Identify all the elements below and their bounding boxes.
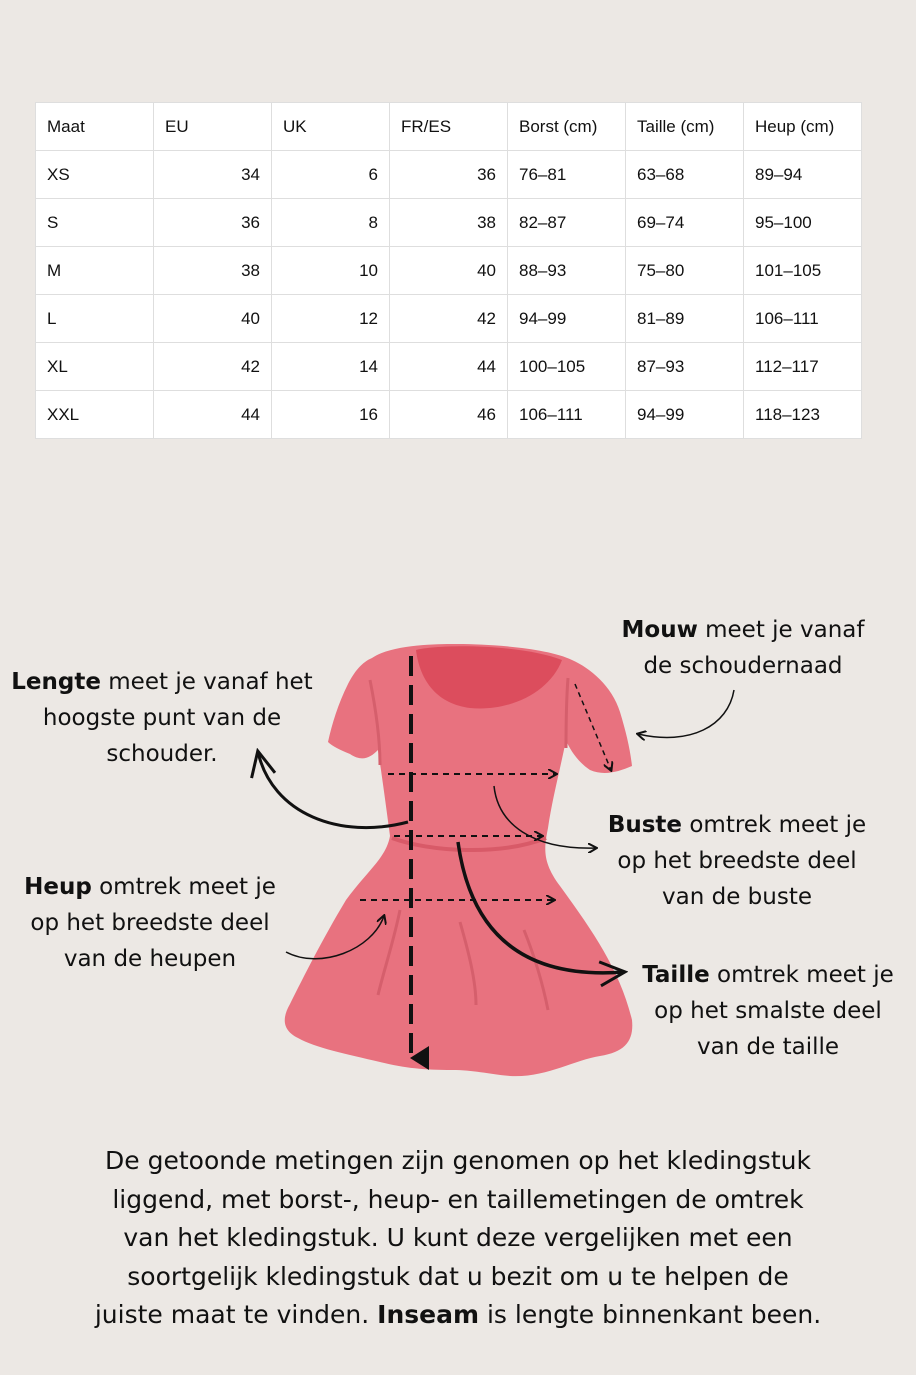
buste-label-bold: Buste — [607, 812, 683, 838]
lengte-label-line2: hoogste punt van de — [42, 705, 282, 731]
table-cell: 16 — [272, 391, 390, 439]
buste-label — [594, 807, 880, 915]
table-cell: XXL — [36, 391, 154, 439]
table-cell: 12 — [272, 295, 390, 343]
heup-label — [8, 869, 292, 977]
table-cell: 69–74 — [626, 199, 744, 247]
table-cell: S — [36, 199, 154, 247]
size-chart-body — [36, 103, 862, 439]
table-cell: 87–93 — [626, 343, 744, 391]
footnote-line-4: soortgelijk kledingstuk dat u bezit om u te helpen de — [127, 1261, 789, 1291]
table-row — [36, 199, 862, 247]
table-cell: 101–105 — [744, 247, 862, 295]
table-cell: 82–87 — [508, 199, 626, 247]
mouw-label — [602, 612, 884, 684]
table-cell: 42 — [154, 343, 272, 391]
table-cell: 88–93 — [508, 247, 626, 295]
table-cell: 40 — [390, 247, 508, 295]
mouw-label-line2: de schoudernaad — [643, 653, 843, 679]
measurement-footnote — [40, 1142, 876, 1335]
footnote-line-1: De getoonde metingen zijn genomen op het kledingstuk — [105, 1146, 811, 1175]
buste-label-line1: omtrek meet je — [682, 812, 867, 838]
table-cell: 34 — [154, 151, 272, 199]
taille-label — [632, 957, 904, 1065]
taille-label-bold: Taille — [642, 962, 710, 988]
table-cell: M — [36, 247, 154, 295]
table-cell: 38 — [154, 247, 272, 295]
table-cell: 81–89 — [626, 295, 744, 343]
lengte-label-bold: Lengte — [11, 669, 101, 695]
taille-label-line3: van de taille — [696, 1034, 840, 1060]
table-header-row — [36, 103, 862, 151]
buste-label-line3: van de buste — [662, 884, 812, 910]
table-header-cell: Borst (cm) — [508, 103, 626, 151]
table-cell: 112–117 — [744, 343, 862, 391]
footnote-line-3: van het kledingstuk. U kunt deze vergelijken met een — [123, 1223, 793, 1252]
mouw-label-line1: meet je vanaf — [697, 617, 865, 643]
table-cell: 42 — [390, 295, 508, 343]
table-cell: 14 — [272, 343, 390, 391]
table-row — [36, 247, 862, 295]
heup-label-line1: omtrek meet je — [91, 874, 276, 900]
table-row — [36, 343, 862, 391]
table-cell: 89–94 — [744, 151, 862, 199]
heup-label-line3: van de heupen — [63, 946, 237, 972]
lengte-label-line1: meet je vanaf het — [100, 669, 313, 695]
table-header-cell: Maat — [36, 103, 154, 151]
footnote-line-5-post: is lengte binnenkant been. — [479, 1300, 822, 1329]
taille-label-line2: op het smalste deel — [654, 998, 882, 1024]
table-cell: XS — [36, 151, 154, 199]
table-cell: 6 — [272, 151, 390, 199]
table-row — [36, 295, 862, 343]
mouw-callout-arrow — [638, 690, 734, 737]
buste-label-line2: op het breedste deel — [617, 848, 857, 874]
mouw-label-bold: Mouw — [621, 617, 698, 643]
table-cell: L — [36, 295, 154, 343]
table-cell: 106–111 — [508, 391, 626, 439]
table-header-cell: FR/ES — [390, 103, 508, 151]
table-cell: 8 — [272, 199, 390, 247]
table-header-cell: Taille (cm) — [626, 103, 744, 151]
dress-body — [285, 644, 633, 1076]
table-cell: 36 — [154, 199, 272, 247]
table-header-cell: EU — [154, 103, 272, 151]
footnote-line-5-pre: juiste maat te vinden. — [94, 1300, 378, 1329]
table-cell: 75–80 — [626, 247, 744, 295]
table-cell: 100–105 — [508, 343, 626, 391]
table-row — [36, 151, 862, 199]
table-header-cell: UK — [272, 103, 390, 151]
table-cell: XL — [36, 343, 154, 391]
table-cell: 63–68 — [626, 151, 744, 199]
measurement-diagram — [0, 600, 916, 1100]
inseam-term: Inseam — [377, 1300, 480, 1329]
table-cell: 106–111 — [744, 295, 862, 343]
table-header-cell: Heup (cm) — [744, 103, 862, 151]
lengte-label-line3: schouder. — [106, 741, 218, 767]
footnote-line-2: liggend, met borst-, heup- en taillemetingen de omtrek — [112, 1184, 804, 1214]
heup-label-line2: op het breedste deel — [30, 910, 270, 936]
table-cell: 118–123 — [744, 391, 862, 439]
table-row — [36, 391, 862, 439]
table-cell: 40 — [154, 295, 272, 343]
table-cell: 76–81 — [508, 151, 626, 199]
table-cell: 95–100 — [744, 199, 862, 247]
table-cell: 44 — [154, 391, 272, 439]
table-cell: 10 — [272, 247, 390, 295]
table-cell: 36 — [390, 151, 508, 199]
heup-label-bold: Heup — [24, 874, 92, 900]
lengte-label — [4, 664, 320, 772]
dress-shape — [285, 644, 633, 1076]
table-cell: 44 — [390, 343, 508, 391]
footnote-line-5 — [40, 1296, 876, 1335]
taille-label-line1: omtrek meet je — [709, 962, 894, 988]
table-cell: 94–99 — [508, 295, 626, 343]
size-chart-table — [35, 102, 862, 439]
table-cell: 38 — [390, 199, 508, 247]
table-cell: 46 — [390, 391, 508, 439]
table-cell: 94–99 — [626, 391, 744, 439]
